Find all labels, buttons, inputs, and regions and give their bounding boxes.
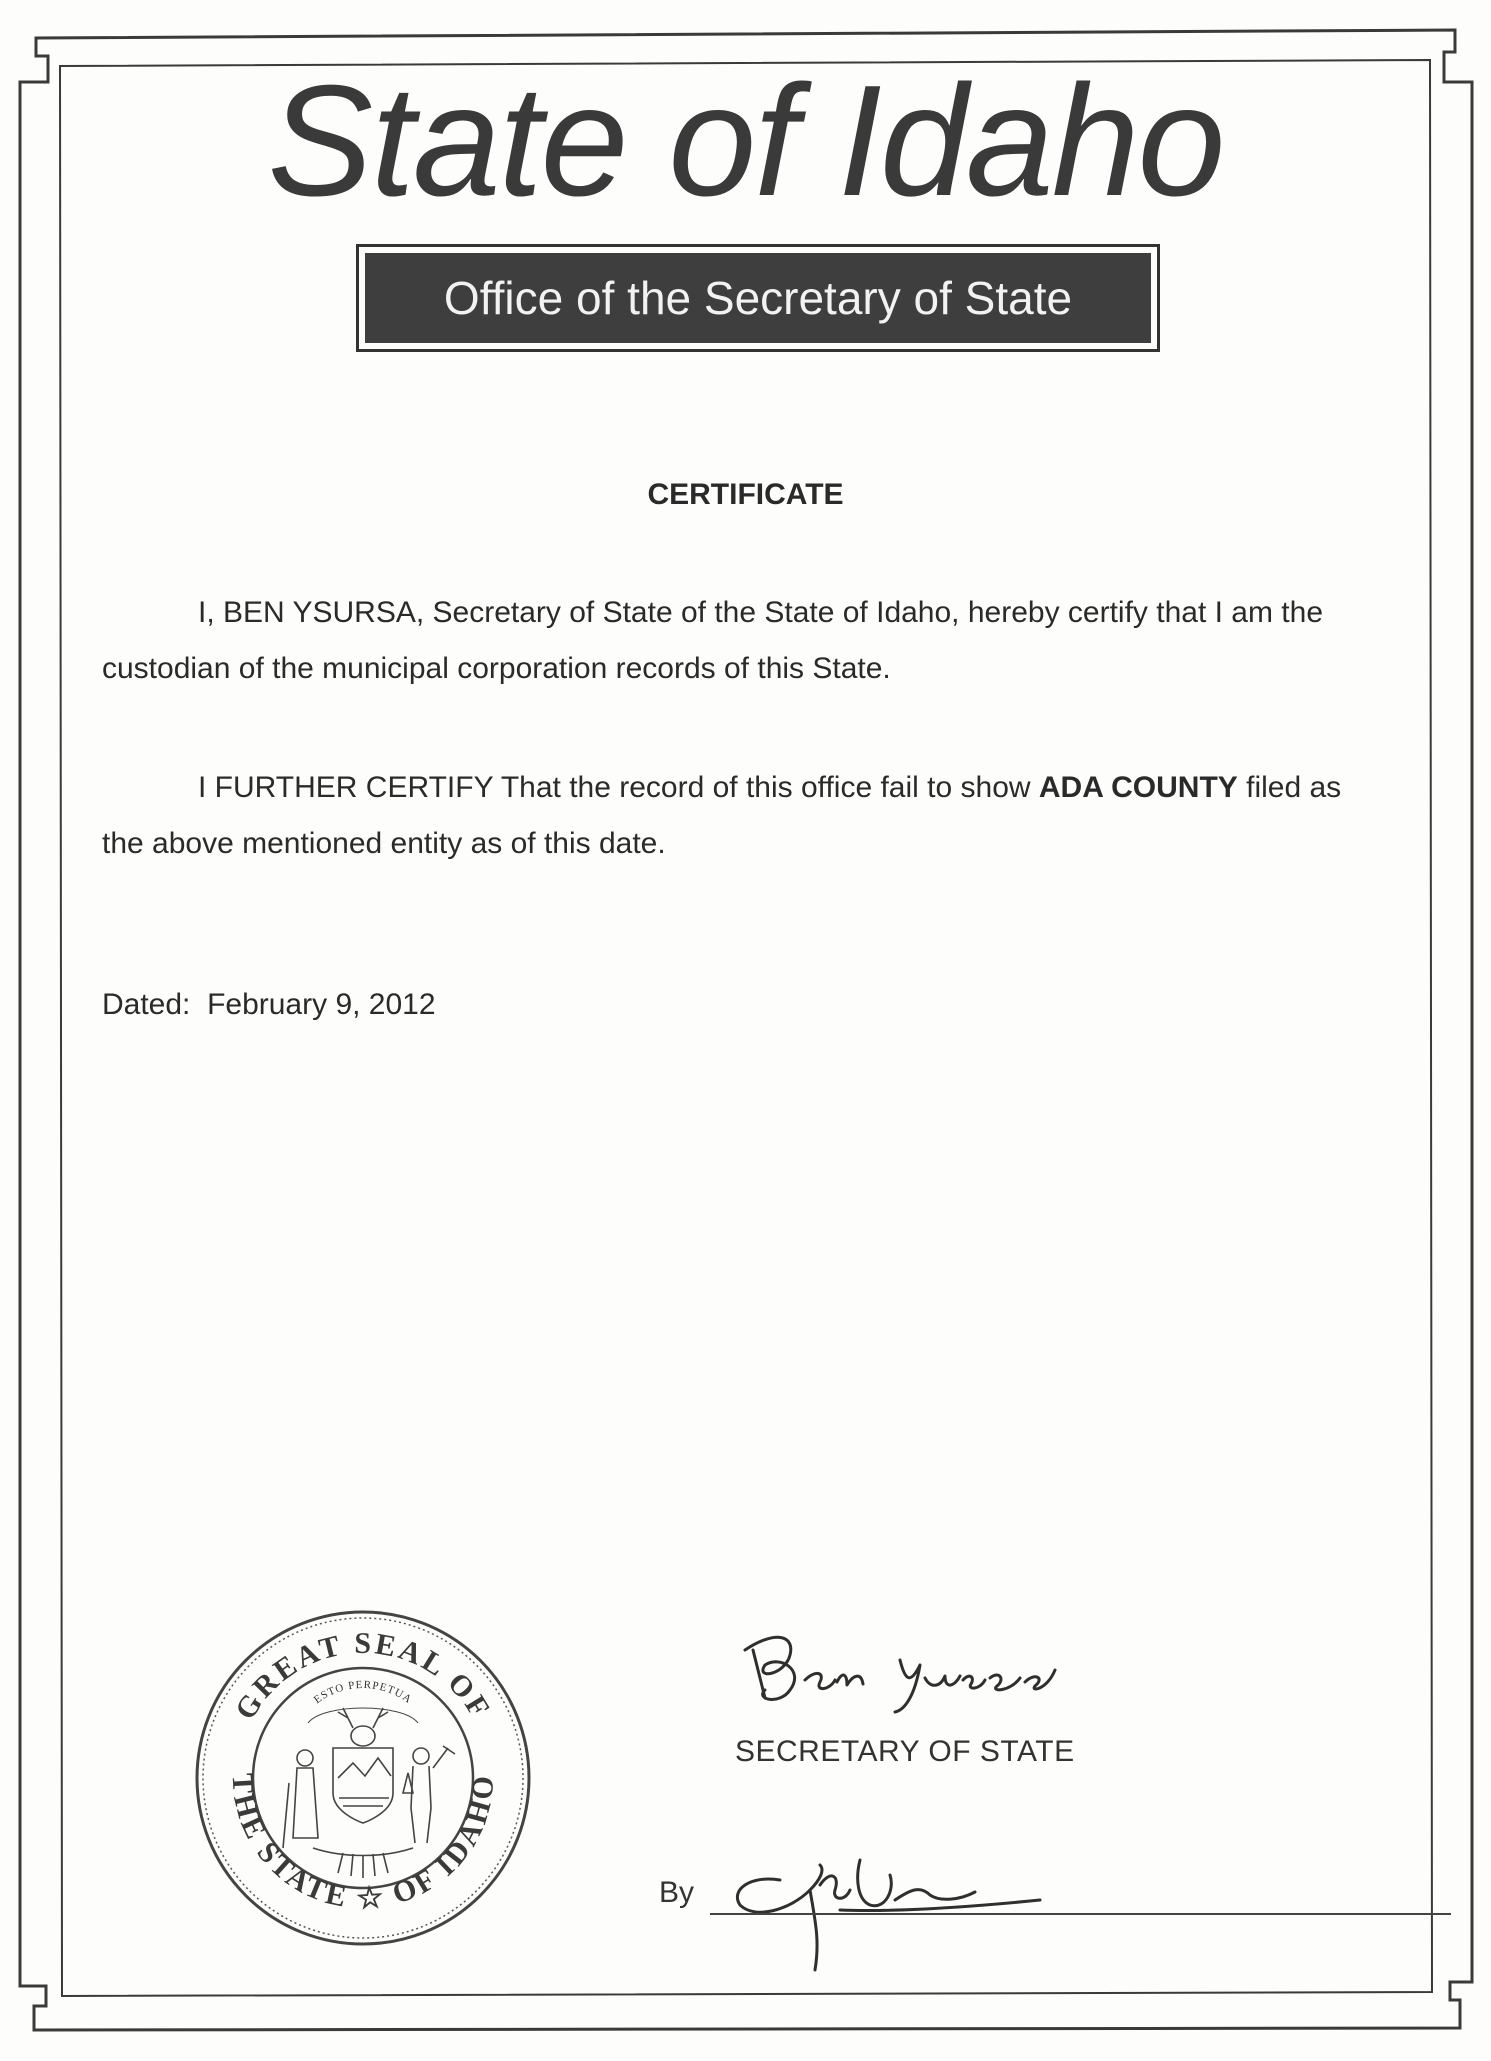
svg-text:THE STATE ☆ OF IDAHO: THE STATE ☆ OF IDAHO	[225, 1772, 501, 1916]
secretary-signature	[735, 1620, 1115, 1720]
signer-title: SECRETARY OF STATE	[735, 1735, 1075, 1768]
office-label: Office of the Secretary of State	[365, 253, 1151, 343]
paragraph-2-tail: filed as the above mentioned entity as of this date.	[102, 771, 1342, 860]
paragraph-2-lead: I FURTHER CERTIFY That the record of this office fail to show	[198, 771, 1039, 804]
office-banner	[356, 244, 1160, 352]
svg-text:GREAT SEAL OF: GREAT SEAL OF	[228, 1626, 498, 1726]
further-certify-paragraph	[102, 760, 1352, 872]
certificate-heading: CERTIFICATE	[647, 478, 844, 511]
deputy-signature	[720, 1830, 1050, 1980]
entity-name: ADA COUNTY	[1038, 771, 1238, 804]
state-seal	[193, 1608, 533, 1948]
svg-text:ESTO PERPETUA: ESTO PERPETUA	[311, 1678, 415, 1707]
dated-line	[102, 988, 436, 1022]
paragraph-1-text: I, BEN YSURSA, Secretary of State of the State of Idaho, hereby certify that I am the custodian of the municipal corporation records of this State.	[102, 596, 1324, 685]
by-signature-line	[710, 1913, 1451, 1915]
dated-value: February 9, 2012	[207, 988, 436, 1021]
certification-paragraph	[102, 585, 1352, 697]
state-title: State of Idaho	[267, 53, 1224, 229]
dated-label: Dated:	[102, 988, 191, 1021]
by-label: By	[659, 1876, 695, 1909]
